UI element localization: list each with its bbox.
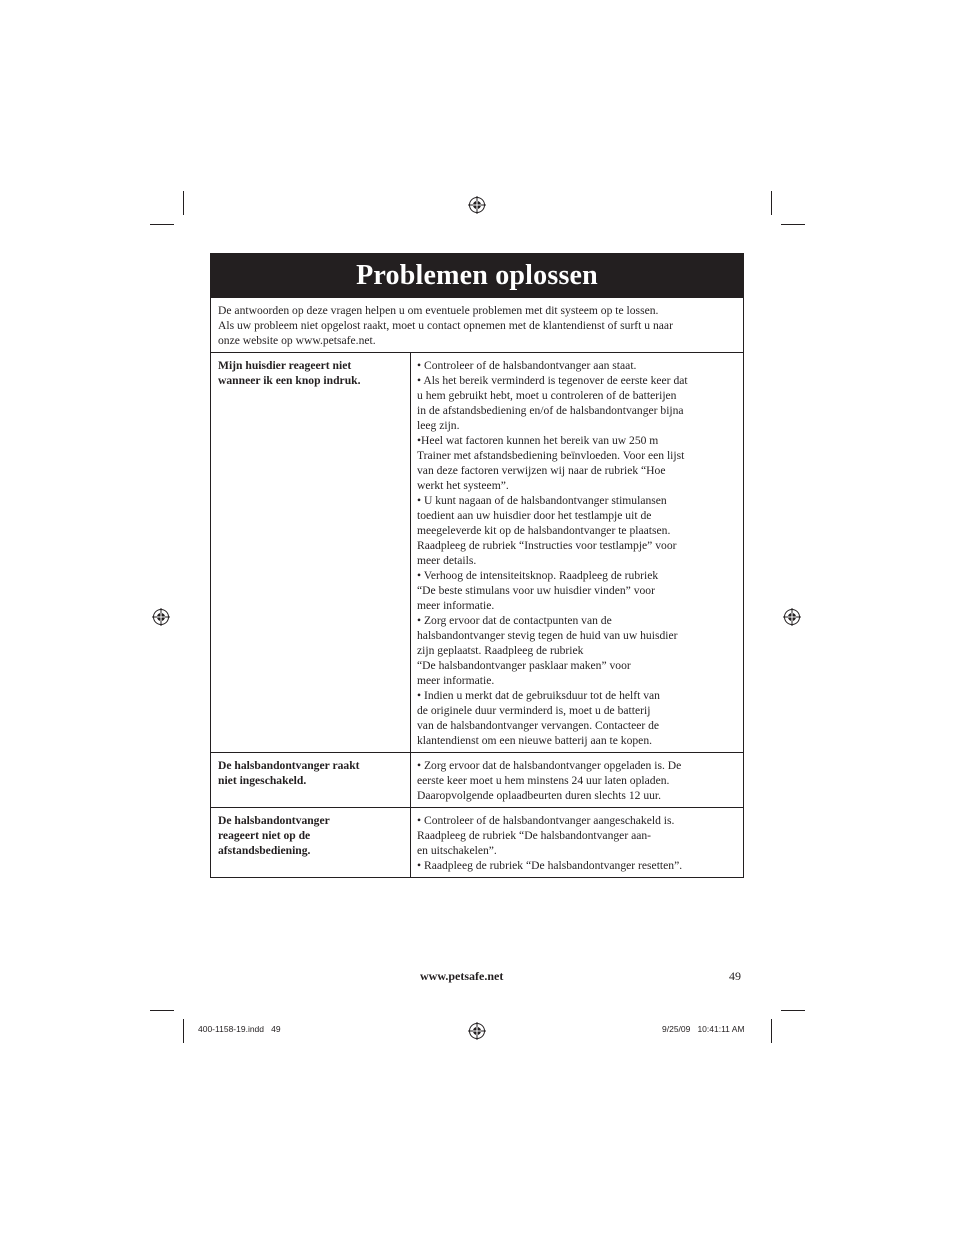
- solution-line: • Controleer of de halsbandontvanger aan staat.: [417, 359, 637, 372]
- solution-line: u hem gebruikt hebt, moet u controleren of de batterijen: [417, 389, 677, 402]
- problem-line: De halsbandontvanger raakt: [218, 759, 360, 772]
- crop-mark-icon: [781, 224, 805, 225]
- solution-cell: [411, 808, 743, 877]
- problem-line: wanneer ik een knop indruk.: [218, 374, 361, 387]
- problem-cell: [211, 753, 411, 807]
- solution-line: • Als het bereik verminderd is tegenover de eerste keer dat: [417, 374, 688, 387]
- solution-line: leeg zijn.: [417, 419, 460, 432]
- solution-line: zijn geplaatst. Raadpleeg de rubriek: [417, 644, 584, 657]
- crop-mark-icon: [771, 191, 772, 215]
- solution-line: • Verhoog de intensiteitsknop. Raadpleeg de rubriek: [417, 569, 659, 582]
- problem-line: afstandsbediening.: [218, 844, 311, 857]
- solution-line: Raadpleeg de rubriek “Instructies voor testlampje” voor: [417, 539, 677, 552]
- table-row: [211, 353, 743, 753]
- solution-item: [417, 493, 739, 568]
- solution-line: in de afstandsbediening en/of de halsbandontvanger bijna: [417, 404, 684, 417]
- solution-line: van deze factoren verwijzen wij naar de rubriek “Hoe: [417, 464, 666, 477]
- table-row: [211, 753, 743, 808]
- footer-website: www.petsafe.net: [420, 969, 504, 983]
- solution-line: • Zorg ervoor dat de halsbandontvanger opgeladen is. De: [417, 759, 682, 772]
- crop-mark-icon: [781, 1010, 805, 1011]
- registration-mark-icon: [152, 608, 170, 626]
- solution-line: • Indien u merkt dat de gebruiksduur tot de helft van: [417, 689, 660, 702]
- crop-mark-icon: [150, 1010, 174, 1011]
- solution-line: • Zorg ervoor dat de contactpunten van de: [417, 614, 612, 627]
- solution-line: meegeleverde kit op de halsbandontvanger te plaatsen.: [417, 524, 671, 537]
- solution-line: Raadpleeg de rubriek “De halsbandontvanger aan-: [417, 829, 652, 842]
- solution-line: •Heel wat factoren kunnen het bereik van uw 250 m: [417, 434, 659, 447]
- solution-line: meer informatie.: [417, 674, 495, 687]
- registration-mark-icon: [468, 196, 486, 214]
- solution-line: • Raadpleeg de rubriek “De halsbandontvanger resetten”.: [417, 859, 683, 872]
- solution-line: “De halsbandontvanger pasklaar maken” voor: [417, 659, 631, 672]
- solution-line: halsbandontvanger stevig tegen de huid van uw huisdier: [417, 629, 678, 642]
- solution-line: meer details.: [417, 554, 477, 567]
- registration-mark-icon: [468, 1022, 486, 1040]
- problem-line: De halsbandontvanger: [218, 814, 330, 827]
- solution-line: klantendienst om een nieuwe batterij aan te kopen.: [417, 734, 653, 747]
- intro-line: De antwoorden op deze vragen helpen u om eventuele problemen met dit systeem op te lossen.: [218, 304, 659, 317]
- solution-item: [417, 758, 739, 803]
- solution-cell: [411, 753, 743, 807]
- table-row: [211, 808, 743, 877]
- solution-line: “De beste stimulans voor uw huisdier vinden” voor: [417, 584, 655, 597]
- registration-mark-icon: [783, 608, 801, 626]
- solution-line: toedient aan uw huisdier door het testlampje uit de: [417, 509, 652, 522]
- slug-timestamp: 9/25/09 10:41:11 AM: [662, 1024, 745, 1034]
- problem-line: niet ingeschakeld.: [218, 774, 307, 787]
- problem-line: Mijn huisdier reageert niet: [218, 359, 352, 372]
- crop-mark-icon: [771, 1019, 772, 1043]
- solution-line: meer informatie.: [417, 599, 495, 612]
- solution-line: Trainer met afstandsbediening beïnvloeden. Voor een lijst: [417, 449, 685, 462]
- solution-line: en uitschakelen”.: [417, 844, 497, 857]
- solution-cell: [411, 353, 743, 752]
- crop-mark-icon: [183, 191, 184, 215]
- solution-line: van de halsbandontvanger vervangen. Contacteer de: [417, 719, 660, 732]
- solution-item: [417, 688, 739, 748]
- solution-item: [417, 358, 739, 373]
- solution-item: [417, 568, 739, 613]
- page-title: Problemen oplossen: [211, 254, 743, 297]
- crop-mark-icon: [183, 1019, 184, 1043]
- solution-item: [417, 858, 739, 873]
- troubleshooting-table: [210, 253, 744, 878]
- problem-cell: [211, 808, 411, 877]
- problem-cell: [211, 353, 411, 752]
- solution-item: [417, 613, 739, 688]
- solution-line: Daaropvolgende oplaadbeurten duren slechts 12 uur.: [417, 789, 662, 802]
- solution-line: eerste keer moet u hem minstens 24 uur laten opladen.: [417, 774, 670, 787]
- slug-file-info: 400-1158-19.indd 49: [198, 1024, 281, 1034]
- solution-item: [417, 813, 739, 858]
- solution-line: de originele duur verminderd is, moet u de batterij: [417, 704, 651, 717]
- intro-line: Als uw probleem niet opgelost raakt, moet u contact opnemen met de klantendienst of surft u naar: [218, 319, 673, 332]
- solution-line: • U kunt nagaan of de halsbandontvanger stimulansen: [417, 494, 667, 507]
- problem-line: reageert niet op de: [218, 829, 311, 842]
- crop-mark-icon: [150, 224, 174, 225]
- intro-text: [211, 297, 743, 353]
- page-number: 49: [729, 969, 741, 983]
- solution-item: [417, 373, 739, 433]
- intro-line: onze website op www.petsafe.net.: [218, 334, 376, 347]
- solution-line: werkt het systeem”.: [417, 479, 509, 492]
- solution-item: [417, 433, 739, 493]
- solution-line: • Controleer of de halsbandontvanger aangeschakeld is.: [417, 814, 675, 827]
